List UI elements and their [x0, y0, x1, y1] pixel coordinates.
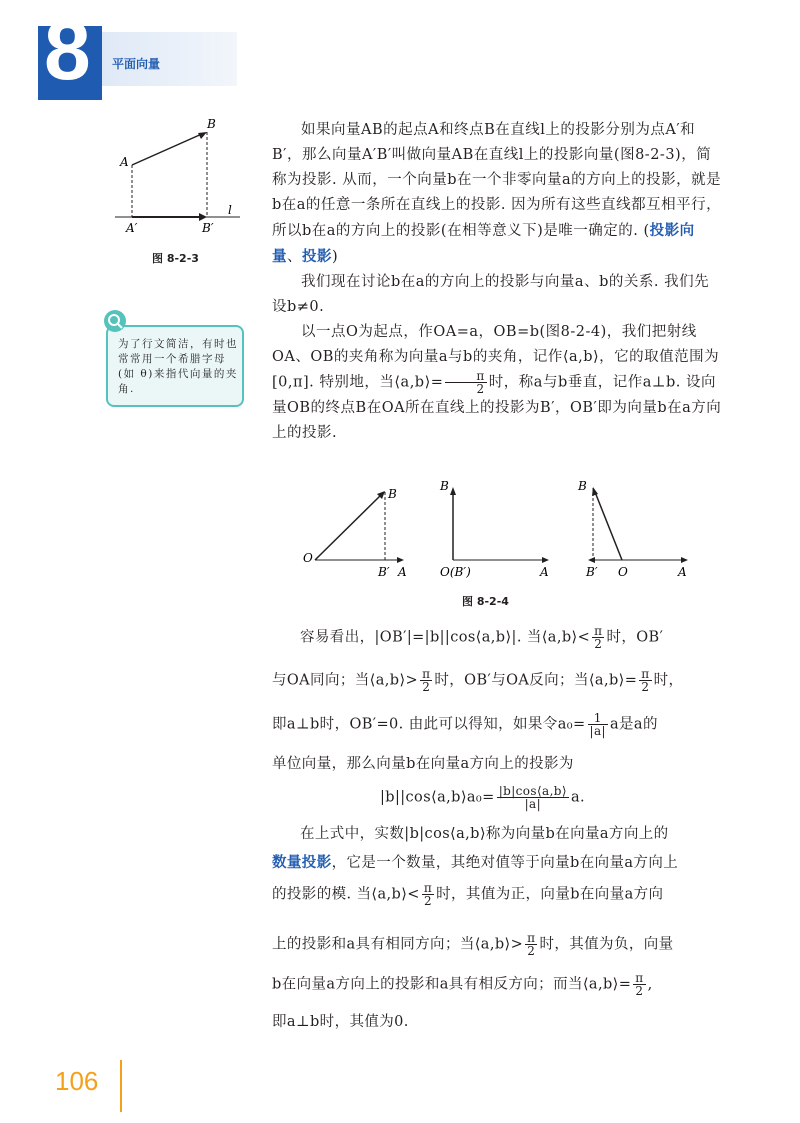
text-line-8	[272, 932, 674, 958]
panel1-label-a: A	[398, 565, 407, 579]
text-line-10: 即a⊥b时，其值为0.	[272, 1014, 409, 1030]
fraction-numerator: π	[635, 971, 644, 985]
term-scalar-projection: 数量投影	[272, 854, 332, 871]
fraction-numerator: π	[641, 667, 650, 681]
text-line-8b: 时，其值为负，向量	[539, 936, 674, 953]
chapter-title: 平面向量	[112, 57, 161, 71]
fraction-numerator: π	[445, 370, 486, 383]
text-line-7b: 时，其值为正，向量b在向量a方向	[436, 886, 664, 903]
fraction-pi-over-2	[420, 668, 432, 693]
vector-ab	[132, 133, 204, 165]
magnifier-icon	[104, 310, 126, 332]
text-line-2b: 时，OB′与OA反向；当⟨a,b⟩=	[434, 672, 638, 689]
fraction-numerator: π	[527, 931, 536, 945]
fraction-numerator: π	[594, 624, 603, 638]
fraction-denominator: |a|	[524, 797, 542, 811]
page-number-rule	[120, 1060, 122, 1112]
text-line-1	[300, 625, 663, 651]
formula-right: a.	[570, 789, 586, 806]
panel3-vector-ob	[595, 492, 622, 560]
figure-8-2-3-caption: 图 8-2-3	[152, 252, 199, 265]
panel2-axis-arrowhead	[542, 557, 549, 563]
fraction-numerator: π	[423, 881, 433, 895]
text-line-5: 在上式中，实数|b|cos⟨a,b⟩称为向量b在向量a方向上的	[300, 826, 669, 842]
paragraph-2	[272, 270, 722, 320]
text-line-2c: 时，	[653, 672, 684, 689]
paragraph-1-text: 如果向量AB的起点A和终点B在直线l上的投影分别为点A′和B′，那么向量A′B′叫做向量AB在直线l上的投影向量(图8-2-3)，简称为投影. 从而，一个向量b在一个非零向量a的方向上的投影，就是b在a的任意一条所在直线上的投影. 因为所有这些直线都互相平行，所以b在a的方向上的投影(在相等意义下)是唯一确定的.	[272, 122, 722, 239]
fraction-pi-over-2	[633, 972, 645, 997]
fraction-denominator: 2	[422, 680, 431, 694]
fraction-denominator: 2	[423, 894, 432, 908]
text-line-9b: ,	[647, 976, 653, 993]
figure-8-2-4	[300, 478, 700, 593]
panel1-label-b-prime: B′	[378, 565, 390, 579]
text-line-1b: 时，OB′	[606, 629, 664, 646]
text-line-2a: 与OA同向；当⟨a,b⟩>	[272, 672, 419, 689]
panel1-label-b: B	[388, 487, 397, 501]
label-a-prime: A′	[126, 221, 138, 235]
text-line-3	[272, 712, 658, 738]
chapter-number: 8	[44, 3, 91, 97]
fraction-denominator: 2	[476, 382, 485, 396]
panel3-label-b: B	[578, 479, 587, 493]
fraction-pi-over-2	[525, 932, 537, 957]
panel3-label-b-prime: B′	[586, 565, 598, 579]
fraction-unit	[588, 712, 608, 737]
text-line-2	[272, 668, 683, 694]
panel3-projection-arrowhead	[588, 557, 595, 563]
text-line-3b: a是a的	[609, 716, 658, 733]
fraction-numerator: π	[422, 667, 431, 681]
paragraph-2-text: 我们现在讨论b在a的方向上的投影与向量a、b的关系. 我们先设b≠0.	[272, 274, 710, 315]
fraction-pi-over-2	[445, 370, 486, 395]
panel3-label-o: O	[618, 565, 628, 579]
panel1-vector-ob	[315, 494, 382, 560]
paragraph-3	[272, 320, 722, 446]
fraction-denominator: |a|	[589, 724, 606, 738]
text-line-7a: 的投影的模. 当⟨a,b⟩<	[272, 886, 420, 903]
fraction-denominator: 2	[641, 680, 650, 694]
paragraph-1: 如果向量AB的起点A和终点B在直线l上的投影分别为点A′和B′，那么向量A′B′叫做向量AB在直线l上的投影向量(图8-2-3)，简称为投影. 从而，一个向量b在一个非零向量a的方向上的投影，就是b在a的任意一条所在直线上的投影. 因为所有这些直线都互相平行，所以b在a的方向上的投影(在相等意义下)是唯一确定的. (投影向量、投影)	[272, 122, 722, 265]
formula-fraction	[497, 785, 569, 810]
panel3-axis-arrowhead	[681, 557, 688, 563]
formula-projection	[380, 785, 585, 811]
fraction-numerator: |b|cos⟨a,b⟩	[498, 784, 567, 798]
vector-ab-arrowhead	[198, 132, 207, 139]
formula-left: |b||cos⟨a,b⟩a₀=	[380, 789, 495, 806]
panel2-label-a: A	[540, 565, 549, 579]
text-line-3a: 即a⊥b时，OB′=0. 由此可以得知，如果令a₀=	[272, 716, 586, 733]
term-projection-vector: 投影向量	[272, 222, 695, 265]
paragraph-3-text-a: 以一点O为起点，作OA=a，OB=b(图8-2-4)，我们把射线OA、OB的夹角称为向量a与b的夹角，记作⟨a,b⟩，它的取值范围为[0,π]. 特别地，当⟨a,b⟩=	[272, 324, 720, 391]
fraction-denominator: 2	[594, 637, 603, 651]
panel3-label-a: A	[678, 565, 687, 579]
text-line-9	[272, 972, 653, 998]
text-line-6-text: ，它是一个数量，其绝对值等于向量b在向量a方向上	[331, 855, 679, 871]
term-projection: 投影	[302, 248, 332, 265]
page-number: 106	[55, 1066, 99, 1096]
side-note-text: 为了行文简洁，有时也常常用一个希腊字母(如 θ)来指代向量的夹角.	[118, 338, 238, 395]
fraction-numerator: 1	[588, 712, 608, 725]
text-line-4: 单位向量，那么向量b在向量a方向上的投影为	[272, 756, 574, 772]
fraction-denominator: 2	[527, 944, 536, 958]
text-line-8a: 上的投影和a具有相同方向；当⟨a,b⟩>	[272, 936, 524, 953]
paragraph-3-text-b: 时，称a与b垂直，记作a⊥b. 设向量OB的终点B在OA所在直线上的投影为B′，OB′即为向量b在a方向上的投影.	[272, 374, 722, 441]
panel2-label-b: B	[440, 479, 449, 493]
panel2-label-o-bp: O(B′)	[440, 565, 471, 579]
vector-apbp-arrowhead	[199, 213, 207, 221]
text-line-1a: 容易看出，|OB′|=|b||cos⟨a,b⟩|. 当⟨a,b⟩<	[300, 629, 591, 646]
fraction-pi-over-2	[422, 882, 434, 907]
label-l: l	[228, 203, 232, 217]
text-line-9a: b在向量a方向上的投影和a具有相反方向；而当⟨a,b⟩=	[272, 976, 632, 993]
label-a: A	[120, 155, 129, 169]
figure-8-2-3	[110, 112, 250, 237]
fraction-denominator: 2	[635, 984, 644, 998]
fraction-pi-over-2	[592, 625, 604, 650]
figure-8-2-4-caption: 图 8-2-4	[462, 595, 509, 608]
panel1-axis-arrowhead	[397, 557, 404, 563]
label-b-prime: B′	[202, 221, 214, 235]
fraction-pi-over-2	[639, 668, 651, 693]
panel1-label-o: O	[303, 551, 313, 565]
text-line-6	[272, 850, 678, 876]
label-b: B	[207, 117, 216, 131]
text-line-7	[272, 882, 663, 908]
panel2-vector-ob-arrowhead	[450, 487, 456, 495]
